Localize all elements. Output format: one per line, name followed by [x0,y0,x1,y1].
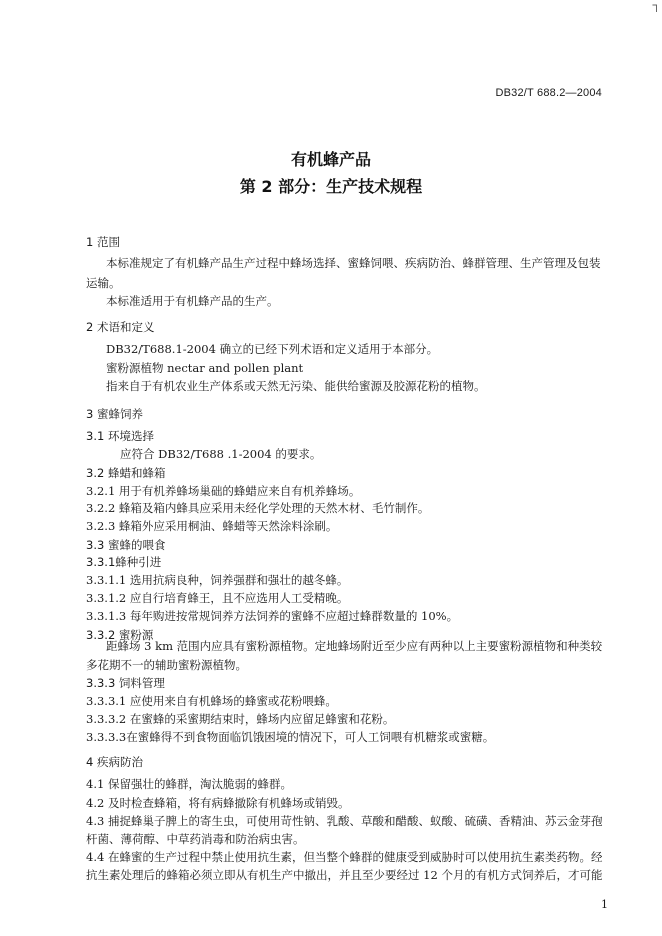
clause: 4.2 及时检查蜂箱，将有病蜂撤除有机蜂场或销毁。 [86,796,350,810]
clause: 3.2.3 蜂箱外应采用桐油、蜂蜡等天然涂料涂刷。 [86,519,338,533]
subsection-heading: 3.1 环境选择 [86,429,154,443]
clause: 3.3.3.3在蜜蜂得不到食物面临饥饿困境的情况下，可人工饲喂有机糖浆或蜜糖。 [86,730,495,744]
page-number: 1 [601,898,608,911]
clause: 4.3 捕捉蜂巢子脾上的寄生虫，可使用苛性钠、乳酸、草酸和醋酸、蚁酸、硫磺、香精油、苏云金芽孢 [86,814,603,828]
definition: 指来自于有机农业生产体系或天然无污染、能供给蜜源及胶源花粉的植物。 [106,379,486,393]
title-main: 有机蜂产品 [290,150,371,169]
clause: 3.2.1 用于有机养蜂场巢础的蜂蜡应来自有机养蜂场。 [86,484,361,498]
subsection-heading: 3.3 蜜蜂的喂食 [86,538,166,552]
clause: 3.3.3.1 应使用来自有机蜂场的蜂蜜或花粉喂蜂。 [86,694,337,708]
clause: 3.3.1.1 选用抗病良种，饲养强群和强壮的越冬蜂。 [86,573,349,587]
subsection-heading: 3.3.3 饲料管理 [86,676,165,690]
paragraph: 多花期不一的辅助蜜粉源植物。 [86,658,247,672]
clause: 3.2.2 蜂箱及箱内蜂具应采用未经化学处理的天然木材、毛竹制作。 [86,501,430,515]
paragraph: 应符合 DB32/T688 .1-2004 的要求。 [120,447,322,461]
section-heading-terms: 2 术语和定义 [86,320,155,334]
clause: 抗生素处理后的蜂箱必须立即从有机生产中撤出，并且至少要经过 12 个月的有机方式饲养后，才可能 [86,868,603,882]
paragraph: 本标准规定了有机蜂产品生产过程中蜂场选择、蜜蜂饲喂、疾病防治、蜂群管理、生产管理及包装 [106,256,601,270]
clause: 3.3.1.3 每年购进按常规饲养方法饲养的蜜蜂不应超过蜂群数量的 10%。 [86,609,459,623]
section-heading-feeding: 3 蜜蜂饲养 [86,407,143,421]
clause: 4.1 保留强壮的蜂群，淘汰脆弱的蜂群。 [86,777,292,791]
subsection-heading: 3.3.1蜂种引进 [86,555,162,569]
clause: 3.3.3.2 在蜜蜂的采蜜期结束时，蜂场内应留足蜂蜜和花粉。 [86,712,395,726]
paragraph: DB32/T688.1-2004 确立的已经下列术语和定义适用于本部分。 [106,342,439,356]
clause: 杆菌、薄荷醇、中草药消毒和防治病虫害。 [86,832,305,846]
paragraph: 本标准适用于有机蜂产品的生产。 [106,294,279,308]
term: 蜜粉源植物 nectar and pollen plant [106,361,304,375]
paragraph: 运输。 [86,276,121,290]
subsection-heading: 3.3.2 蜜粉源 [86,628,154,642]
subsection-heading: 3.2 蜂蜡和蜂箱 [86,466,166,480]
clause: 4.4 在蜂蜜的生产过程中禁止使用抗生素，但当整个蜂群的健康受到威胁时可以使用抗生素类药物。经 [86,850,603,864]
title-sub: 第 2 部分：生产技术规程 [239,177,423,196]
section-heading-scope: 1 范围 [86,235,120,249]
corner-mark: ᒣ [651,4,658,15]
section-heading-disease: 4 疾病防治 [86,755,143,769]
clause: 3.3.1.2 应自行培育蜂王，且不应选用人工受精晚。 [86,591,349,605]
paragraph: 距蜂场 3 km 范围内应具有蜜粉源植物。定地蜂场附近至少应有两种以上主要蜜粉源植物和种类较 [106,639,603,653]
standard-code: DB32/T 688.2—2004 [495,87,602,99]
